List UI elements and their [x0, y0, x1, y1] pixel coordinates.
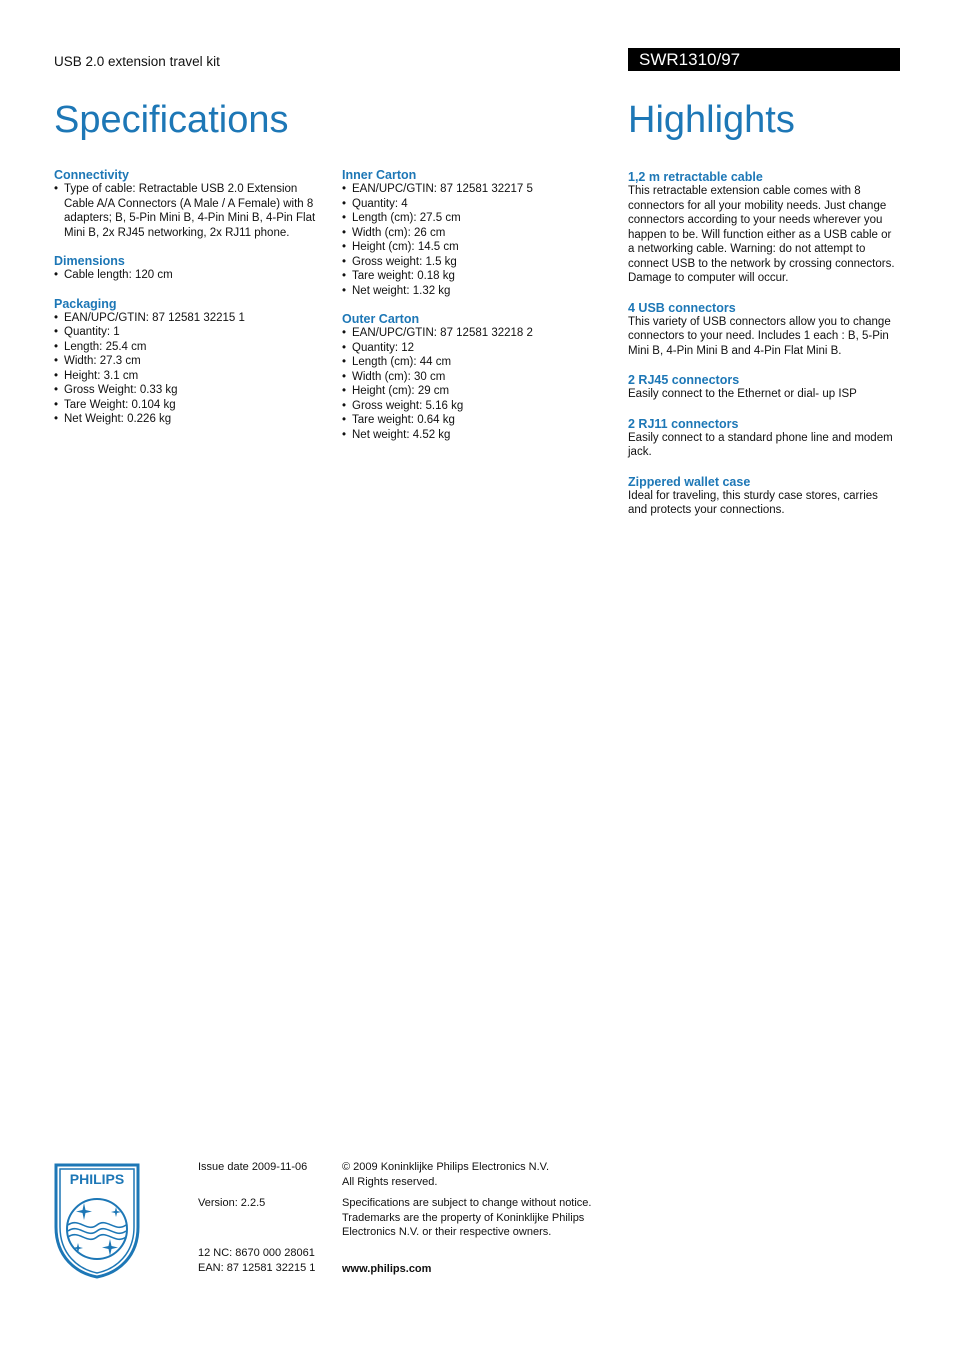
spec-item: • Width (cm): 26 cm [342, 226, 617, 241]
ean-number: EAN: 87 12581 32215 1 [198, 1261, 316, 1274]
spec-list [342, 182, 617, 298]
website-link[interactable]: www.philips.com [342, 1262, 432, 1275]
logo-wordmark: PHILIPS [69, 1171, 125, 1187]
spec-item: • Height (cm): 29 cm [342, 384, 617, 399]
highlight-body: This retractable extension cable comes with 8 connectors for all your mobility needs. Just change connectors according to your needs wherever you happen to be. Will function either as a USB cable or a networking cable. Warning: do not attempt to connect USB to the network by crossing connectors. Damage to computer will occur. [628, 185, 895, 284]
highlight-heading: 2 RJ45 connectors [628, 373, 740, 387]
highlight-body: Ideal for traveling, this sturdy case stores, carries and protects your connections. [628, 489, 878, 516]
footer-issue-info [198, 1160, 328, 1275]
spec-list [54, 268, 329, 283]
highlight-body: Easily connect to the Ethernet or dial- up ISP [628, 388, 857, 400]
highlight-heading: Zippered wallet case [628, 474, 751, 489]
spec-item: • Height: 3.1 cm [54, 369, 329, 384]
section-heading: Outer Carton [342, 312, 420, 326]
section-heading: Inner Carton [342, 168, 417, 182]
spec-list [54, 182, 329, 240]
spec-item: • Cable length: 120 cm [54, 268, 329, 283]
highlight-heading: 1,2 m retractable cable [628, 170, 763, 184]
footer-legal [342, 1160, 602, 1276]
spec-item: • Quantity: 4 [342, 197, 617, 212]
spec-item: • EAN/UPC/GTIN: 87 12581 32217 5 [342, 182, 617, 197]
highlight-section [628, 417, 900, 460]
highlight-section [628, 301, 900, 359]
section-dimensions [54, 254, 329, 283]
philips-shield-logo [54, 1163, 140, 1279]
spec-item: • Quantity: 12 [342, 341, 617, 356]
highlight-section [628, 170, 900, 286]
spec-item: • Height (cm): 14.5 cm [342, 240, 617, 255]
spec-item: • Tare weight: 0.64 kg [342, 413, 617, 428]
highlight-section [628, 373, 900, 402]
spec-item: • Gross weight: 5.16 kg [342, 399, 617, 414]
spec-item: • Width: 27.3 cm [54, 354, 329, 369]
section-packaging [54, 297, 329, 427]
spec-item: • Width (cm): 30 cm [342, 370, 617, 385]
nc-number: 12 NC: 8670 000 28061 [198, 1247, 315, 1259]
notice-line: Specifications are subject to change without notice. [342, 1197, 592, 1209]
section-heading: Connectivity [54, 168, 130, 182]
spec-item: • Tare Weight: 0.104 kg [54, 398, 329, 413]
spec-item: • Tare weight: 0.18 kg [342, 269, 617, 284]
highlight-body: Easily connect to a standard phone line and modem jack. [628, 431, 893, 458]
highlight-heading: 2 RJ11 connectors [628, 416, 739, 431]
specifications-title: Specifications [54, 99, 289, 141]
copyright-line: © 2009 Koninklijke Philips Electronics N.V. [342, 1161, 550, 1173]
product-subtitle: USB 2.0 extension travel kit [54, 54, 220, 69]
spec-item: • EAN/UPC/GTIN: 87 12581 32215 1 [54, 311, 329, 326]
model-number-bar: SWR1310/97 [628, 48, 900, 71]
issue-date: Issue date 2009-11-06 [198, 1161, 308, 1173]
spec-list [54, 311, 329, 427]
specs-column-left [54, 168, 329, 441]
highlight-body: This variety of USB connectors allow you to change connectors to your need. Includes 1 each : B, 5-Pin Mini B, 4-Pin Mini B and 4-Pin Flat Mini B. [628, 315, 891, 357]
section-heading: Dimensions [54, 254, 125, 268]
spec-item: • EAN/UPC/GTIN: 87 12581 32218 2 [342, 326, 617, 341]
notice-line: Electronics N.V. or their respective owners. [342, 1226, 552, 1238]
section-outer-carton [342, 312, 617, 442]
spec-item: • Net weight: 1.32 kg [342, 284, 617, 299]
spec-item: • Gross weight: 1.5 kg [342, 255, 617, 270]
section-connectivity [54, 168, 329, 240]
version: Version: 2.2.5 [198, 1196, 266, 1209]
section-heading: Packaging [54, 296, 117, 311]
highlight-section [628, 475, 900, 518]
spec-list [342, 326, 617, 442]
highlights-title: Highlights [628, 99, 795, 141]
highlight-heading: 4 USB connectors [628, 300, 736, 315]
specs-column-middle [342, 168, 617, 456]
spec-item: • Gross Weight: 0.33 kg [54, 383, 329, 398]
philips-shield-icon [54, 1163, 140, 1279]
section-inner-carton [342, 168, 617, 298]
spec-item: • Type of cable: Retractable USB 2.0 Extension Cable A/A Connectors (A Male / A Female) with 8 adapters; B, 5-Pin Mini B, 4-Pin Mini B, 4-Pin Flat Mini B, 2x RJ45 networking, 2x RJ11 phone. [54, 182, 329, 240]
spec-item: • Quantity: 1 [54, 325, 329, 340]
highlights-column [628, 170, 900, 533]
notice-line: Trademarks are the property of Koninklijke Philips [342, 1211, 585, 1224]
spec-item: • Net Weight: 0.226 kg [54, 412, 329, 427]
rights-line: All Rights reserved. [342, 1175, 438, 1188]
spec-item: • Length (cm): 44 cm [342, 355, 617, 370]
spec-item: • Net weight: 4.52 kg [342, 428, 617, 443]
spec-item: • Length (cm): 27.5 cm [342, 211, 617, 226]
spec-item: • Length: 25.4 cm [54, 340, 329, 355]
